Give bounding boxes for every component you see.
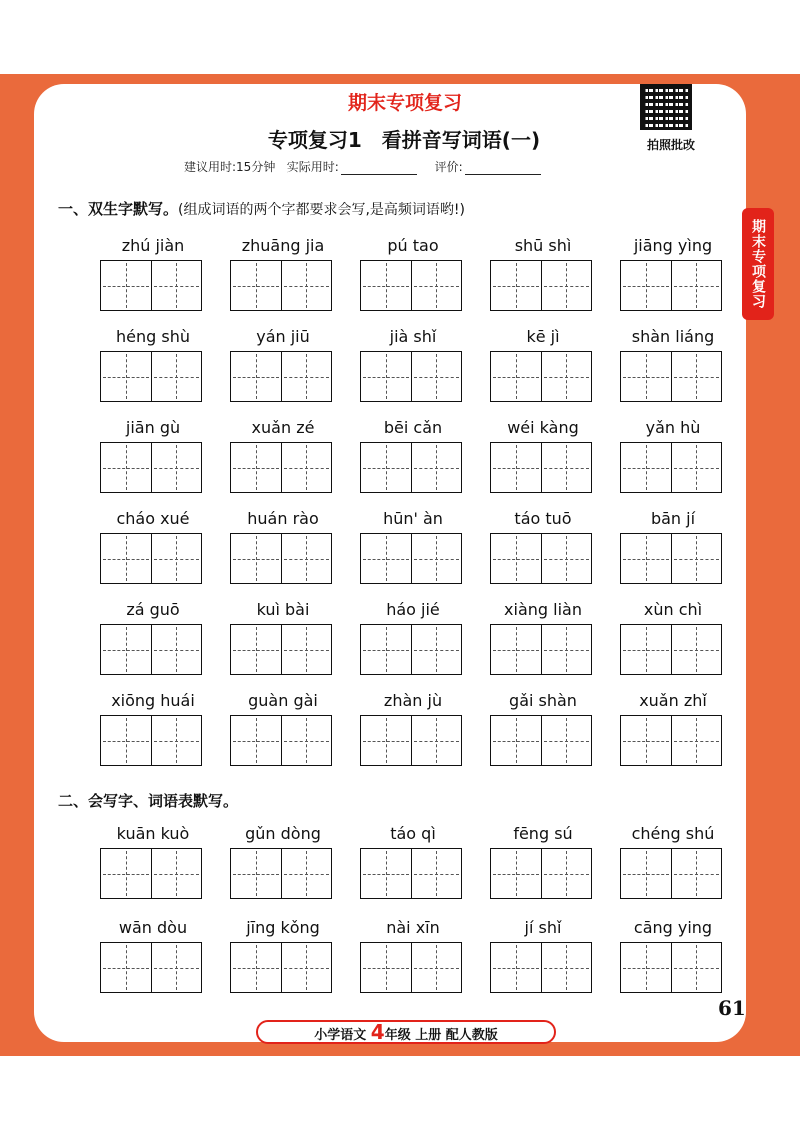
writing-box[interactable]	[411, 716, 462, 765]
writing-boxes[interactable]	[100, 848, 202, 899]
pinyin-label: kuì bài	[256, 600, 310, 619]
pinyin-label: zhú jiàn	[121, 236, 185, 255]
writing-box[interactable]	[361, 943, 411, 992]
writing-box[interactable]	[151, 716, 202, 765]
page-border	[0, 74, 800, 1056]
pinyin-label: háo jié	[386, 600, 440, 619]
writing-boxes[interactable]	[100, 351, 202, 402]
writing-box[interactable]	[361, 443, 411, 492]
footer-grade-number: 4	[370, 1020, 385, 1044]
writing-box[interactable]	[151, 443, 202, 492]
pinyin-label: wéi kàng	[507, 418, 579, 437]
writing-box[interactable]	[101, 716, 151, 765]
writing-box[interactable]	[151, 943, 202, 992]
writing-box[interactable]	[491, 534, 541, 583]
writing-box[interactable]	[621, 625, 671, 674]
writing-box[interactable]	[621, 534, 671, 583]
writing-box[interactable]	[281, 943, 332, 992]
writing-boxes[interactable]	[620, 624, 722, 675]
writing-boxes[interactable]	[100, 942, 202, 993]
pinyin-label: jí shǐ	[524, 918, 562, 937]
writing-boxes[interactable]	[230, 942, 332, 993]
writing-box[interactable]	[231, 716, 281, 765]
pinyin-label: pú tao	[387, 236, 439, 255]
writing-box[interactable]	[671, 352, 722, 401]
actual-time-field[interactable]	[341, 162, 417, 175]
pinyin-label: jiāng yìng	[633, 236, 713, 255]
pinyin-label: kuān kuò	[116, 824, 190, 843]
pinyin-label: táo qì	[390, 824, 436, 843]
writing-box[interactable]	[101, 352, 151, 401]
pinyin-label: zá guō	[126, 600, 180, 619]
writing-box[interactable]	[361, 534, 411, 583]
pinyin-label: héng shù	[116, 327, 190, 346]
writing-box[interactable]	[671, 261, 722, 310]
writing-box[interactable]	[361, 716, 411, 765]
writing-boxes[interactable]	[100, 624, 202, 675]
writing-boxes[interactable]	[620, 442, 722, 493]
pinyin-label: kē jì	[526, 327, 560, 346]
writing-box[interactable]	[411, 443, 462, 492]
writing-box[interactable]	[411, 849, 462, 898]
side-tab: 期末专项复习	[742, 208, 774, 320]
pinyin-label: yán jiū	[256, 327, 310, 346]
writing-box[interactable]	[151, 261, 202, 310]
pinyin-label: hūn' àn	[383, 509, 443, 528]
writing-box[interactable]	[671, 534, 722, 583]
writing-box[interactable]	[101, 849, 151, 898]
writing-box[interactable]	[671, 849, 722, 898]
writing-box[interactable]	[621, 849, 671, 898]
writing-box[interactable]	[101, 625, 151, 674]
writing-box[interactable]	[541, 534, 592, 583]
writing-boxes[interactable]	[620, 715, 722, 766]
writing-boxes[interactable]	[100, 442, 202, 493]
pinyin-label: gǔn dòng	[245, 824, 321, 843]
writing-box[interactable]	[411, 352, 462, 401]
writing-box[interactable]	[411, 261, 462, 310]
qr-code-icon[interactable]	[640, 84, 692, 130]
pinyin-label: bēi cǎn	[383, 418, 443, 437]
writing-boxes[interactable]	[620, 942, 722, 993]
suggested-time-label: 建议用时:15分钟	[184, 160, 276, 174]
writing-box[interactable]	[361, 625, 411, 674]
writing-boxes[interactable]	[360, 351, 462, 402]
writing-box[interactable]	[151, 849, 202, 898]
writing-box[interactable]	[101, 261, 151, 310]
pinyin-label: xiōng huái	[111, 691, 195, 710]
writing-boxes[interactable]	[230, 351, 332, 402]
writing-box[interactable]	[541, 716, 592, 765]
pinyin-label: shàn liáng	[631, 327, 715, 346]
writing-boxes[interactable]	[490, 715, 592, 766]
writing-boxes[interactable]	[230, 442, 332, 493]
pinyin-label: bān jí	[650, 509, 696, 528]
writing-boxes[interactable]	[360, 715, 462, 766]
footer-subject: 小学语文	[314, 1028, 367, 1043]
writing-boxes[interactable]	[360, 260, 462, 311]
section2-heading: 二、会写字、词语表默写。	[58, 792, 239, 810]
writing-box[interactable]	[361, 849, 411, 898]
writing-boxes[interactable]	[620, 848, 722, 899]
writing-box[interactable]	[281, 716, 332, 765]
writing-box[interactable]	[101, 443, 151, 492]
writing-boxes[interactable]	[620, 260, 722, 311]
writing-box[interactable]	[281, 534, 332, 583]
writing-boxes[interactable]	[100, 715, 202, 766]
pinyin-label: zhàn jù	[383, 691, 443, 710]
writing-box[interactable]	[231, 261, 281, 310]
writing-boxes[interactable]	[490, 260, 592, 311]
writing-boxes[interactable]	[360, 848, 462, 899]
section1-heading	[58, 198, 465, 219]
writing-box[interactable]	[231, 625, 281, 674]
writing-boxes[interactable]	[490, 533, 592, 584]
writing-box[interactable]	[621, 352, 671, 401]
writing-box[interactable]	[541, 261, 592, 310]
worksheet	[34, 84, 746, 1042]
writing-box[interactable]	[541, 849, 592, 898]
writing-box[interactable]	[491, 352, 541, 401]
pinyin-label: wān dòu	[118, 918, 188, 937]
writing-box[interactable]	[231, 443, 281, 492]
writing-box[interactable]	[491, 625, 541, 674]
pinyin-label: xùn chì	[643, 600, 703, 619]
writing-box[interactable]	[101, 943, 151, 992]
writing-boxes[interactable]	[620, 533, 722, 584]
writing-boxes[interactable]	[230, 260, 332, 311]
writing-box[interactable]	[671, 943, 722, 992]
writing-box[interactable]	[231, 849, 281, 898]
writing-boxes[interactable]	[100, 260, 202, 311]
pinyin-label: cháo xué	[116, 509, 190, 528]
pinyin-label: xiàng liàn	[504, 600, 582, 619]
pinyin-label: chéng shú	[631, 824, 715, 843]
writing-boxes[interactable]	[230, 533, 332, 584]
writing-box[interactable]	[151, 534, 202, 583]
pinyin-label: shū shì	[514, 236, 572, 255]
pinyin-label: yǎn hù	[645, 418, 701, 437]
time-meta	[184, 158, 654, 175]
writing-box[interactable]	[281, 443, 332, 492]
pinyin-label: jiān gù	[125, 418, 181, 437]
writing-box[interactable]	[621, 443, 671, 492]
writing-box[interactable]	[491, 716, 541, 765]
pinyin-label: guàn gài	[248, 691, 318, 710]
writing-boxes[interactable]	[490, 848, 592, 899]
writing-boxes[interactable]	[360, 942, 462, 993]
writing-box[interactable]	[411, 943, 462, 992]
footer-badge	[256, 1020, 556, 1044]
writing-boxes[interactable]	[490, 942, 592, 993]
writing-boxes[interactable]	[490, 624, 592, 675]
pinyin-label: nài xīn	[386, 918, 440, 937]
actual-time-label: 实际用时:	[286, 160, 339, 174]
writing-boxes[interactable]	[490, 442, 592, 493]
page-title: 专项复习1 看拼音写词语(一)	[267, 128, 541, 152]
writing-boxes[interactable]	[620, 351, 722, 402]
pinyin-label: gǎi shàn	[509, 691, 577, 710]
rating-field[interactable]	[465, 162, 541, 175]
pinyin-label: jià shǐ	[389, 327, 437, 346]
writing-boxes[interactable]	[230, 715, 332, 766]
writing-box[interactable]	[151, 352, 202, 401]
pinyin-label: huán rào	[247, 509, 319, 528]
writing-box[interactable]	[101, 534, 151, 583]
writing-box[interactable]	[411, 534, 462, 583]
writing-boxes[interactable]	[360, 533, 462, 584]
writing-boxes[interactable]	[100, 533, 202, 584]
writing-box[interactable]	[231, 352, 281, 401]
writing-box[interactable]	[491, 261, 541, 310]
writing-box[interactable]	[231, 534, 281, 583]
writing-box[interactable]	[621, 716, 671, 765]
writing-box[interactable]	[621, 943, 671, 992]
writing-boxes[interactable]	[360, 442, 462, 493]
writing-boxes[interactable]	[490, 351, 592, 402]
page-number: 61	[718, 996, 746, 1020]
writing-box[interactable]	[231, 943, 281, 992]
banner-title: 期末专项复习	[347, 92, 462, 114]
pinyin-label: fēng sú	[513, 824, 573, 843]
writing-box[interactable]	[541, 625, 592, 674]
writing-box[interactable]	[541, 443, 592, 492]
writing-box[interactable]	[281, 352, 332, 401]
writing-box[interactable]	[541, 352, 592, 401]
pinyin-label: táo tuō	[514, 509, 572, 528]
writing-boxes[interactable]	[230, 848, 332, 899]
pinyin-label: xuǎn zé	[251, 418, 315, 437]
writing-box[interactable]	[151, 625, 202, 674]
writing-box[interactable]	[281, 849, 332, 898]
rating-label: 评价:	[434, 160, 463, 174]
writing-box[interactable]	[361, 261, 411, 310]
writing-box[interactable]	[671, 716, 722, 765]
writing-box[interactable]	[361, 352, 411, 401]
writing-boxes[interactable]	[360, 624, 462, 675]
pinyin-label: jīng kǒng	[246, 918, 320, 937]
writing-box[interactable]	[491, 943, 541, 992]
qr-label: 拍照批改	[646, 138, 695, 152]
section1-note: (组成词语的两个字都要求会写,是高频词语哟!)	[178, 202, 466, 218]
pinyin-label: xuǎn zhǐ	[639, 691, 707, 710]
writing-box[interactable]	[621, 261, 671, 310]
writing-box[interactable]	[491, 443, 541, 492]
writing-box[interactable]	[281, 625, 332, 674]
writing-box[interactable]	[671, 625, 722, 674]
pinyin-label: zhuāng jia	[241, 236, 325, 255]
footer-grade-rest: 年级 上册 配人教版	[384, 1028, 498, 1043]
writing-box[interactable]	[281, 261, 332, 310]
pinyin-label: cāng ying	[633, 918, 713, 937]
writing-boxes[interactable]	[230, 624, 332, 675]
writing-box[interactable]	[411, 625, 462, 674]
writing-box[interactable]	[671, 443, 722, 492]
writing-box[interactable]	[541, 943, 592, 992]
section1-title: 一、双生字默写。	[58, 200, 179, 218]
writing-box[interactable]	[491, 849, 541, 898]
